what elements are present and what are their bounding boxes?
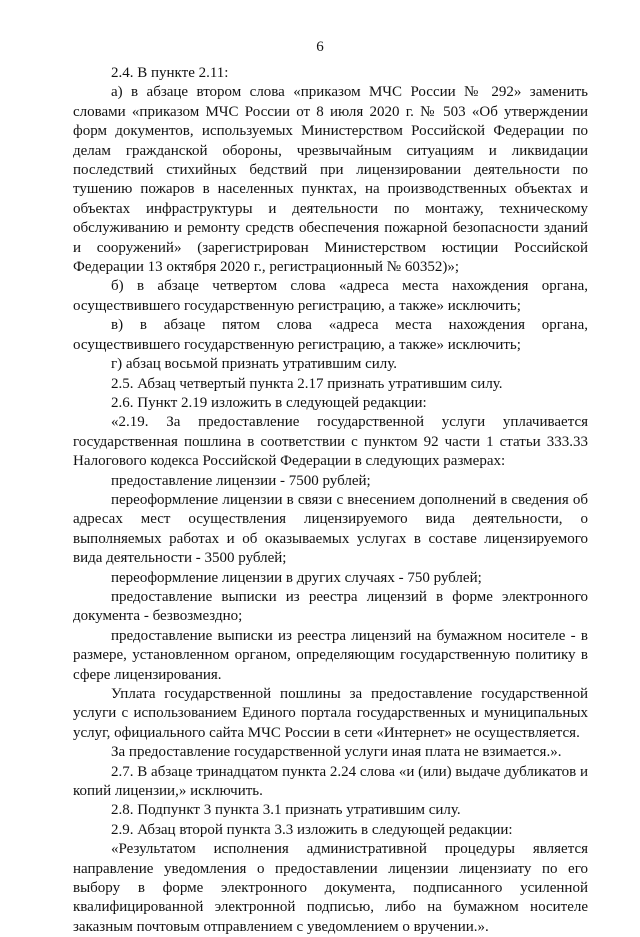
paragraph-2-4-g: г) абзац восьмой признать утратившим силу. (111, 356, 398, 373)
paragraph-result: «Результатом исполнения административной процедуры является направление уведомления о предоставлении лицензии лицензиату по его выбору в форме электронного документа, подписанного усиленной квалифицированной электронной подписью, либо на бумажном носителе заказным почтовым отправлением с уведомлением о вручении.». (73, 841, 588, 935)
page-number: 6 (316, 39, 324, 55)
fee-no-other-charge: За предоставление государственной услуги иная плата не взимается.». (111, 744, 562, 761)
document-body (73, 64, 588, 937)
paragraph-2-4: 2.4. В пункте 2.11: (111, 65, 229, 81)
fee-reissue-other: переоформление лицензии в других случаях - 750 рублей; (111, 569, 482, 586)
paragraph-2-19-intro: «2.19. За предоставление государственной услуги уплачивается государственная пошлина в соответствии с пунктом 92 части 1 статьи 333.33 Налогового кодекса Российской Федерации в следующих размерах: (73, 414, 588, 470)
fee-extract-paper: предоставление выписки из реестра лицензий на бумажном носителе - в размере, установленном органом, определяющим государственную политику в сфере лицензирования. (73, 627, 588, 683)
paragraph-2-5: 2.5. Абзац четвертый пункта 2.17 признать утратившим силу. (111, 375, 503, 392)
paragraph-2-4-b: б) в абзаце четвертом слова «адреса места нахождения органа, осуществившего государственную регистрацию, а также» исключить; (73, 278, 588, 314)
paragraph-2-9: 2.9. Абзац второй пункта 3.3 изложить в следующей редакции: (111, 821, 513, 838)
paragraph-2-4-v: в) в абзаце пятом слова «адреса места нахождения органа, осуществившего государственную регистрацию, а также» исключить; (73, 317, 588, 353)
paragraph-2-7: 2.7. В абзаце тринадцатом пункта 2.24 слова «и (или) выдаче дубликатов и копий лицензии,» исключить. (73, 763, 588, 800)
fee-extract-electronic: предоставление выписки из реестра лицензий в форме электронного документа - безвозмездно; (73, 588, 588, 625)
fee-license: предоставление лицензии - 7500 рублей; (111, 472, 371, 489)
fee-reissue-additions: переоформление лицензии в связи с внесением дополнений в сведения об адресах мест осуществления лицензируемого вида деятельности, о выполняемых работах и об оказываемых услугах в составе лицензируемого вида деятельности - 3500 рублей; (73, 491, 588, 567)
paragraph-2-6: 2.6. Пункт 2.19 изложить в следующей редакции: (111, 394, 427, 411)
fee-portal-note: Уплата государственной пошлины за предоставление государственной услуги с использованием Единого портала государственных и муниципальных услуг, официального сайта МЧС России в сети «Интернет» не осуществляется. (73, 686, 588, 741)
paragraph-2-8: 2.8. Подпункт 3 пункта 3.1 признать утратившим силу. (111, 802, 461, 819)
paragraph-2-4-a: а) в абзаце втором слова «приказом МЧС России № 292» заменить словами «приказом МЧС России от 8 июля 2020 г. № 503 «Об утверждении форм документов, используемых Министерством Российской Федерации по делам гражданской обороны, чрезвычайным ситуациям и ликвидации последствий стихийных бедствий при лицензировании деятельности по тушению пожаров в населенных пунктах, на производственных объектах и объектах инфраструктуры и деятельности по монтажу, техническому обслуживанию и ремонту средств обеспечения пожарной безопасности зданий и сооружений» (зарегистрирован Министерством юстиции Российской Федерации 13 октября 2020 г., регистрационный № 60352)»; (73, 84, 588, 276)
